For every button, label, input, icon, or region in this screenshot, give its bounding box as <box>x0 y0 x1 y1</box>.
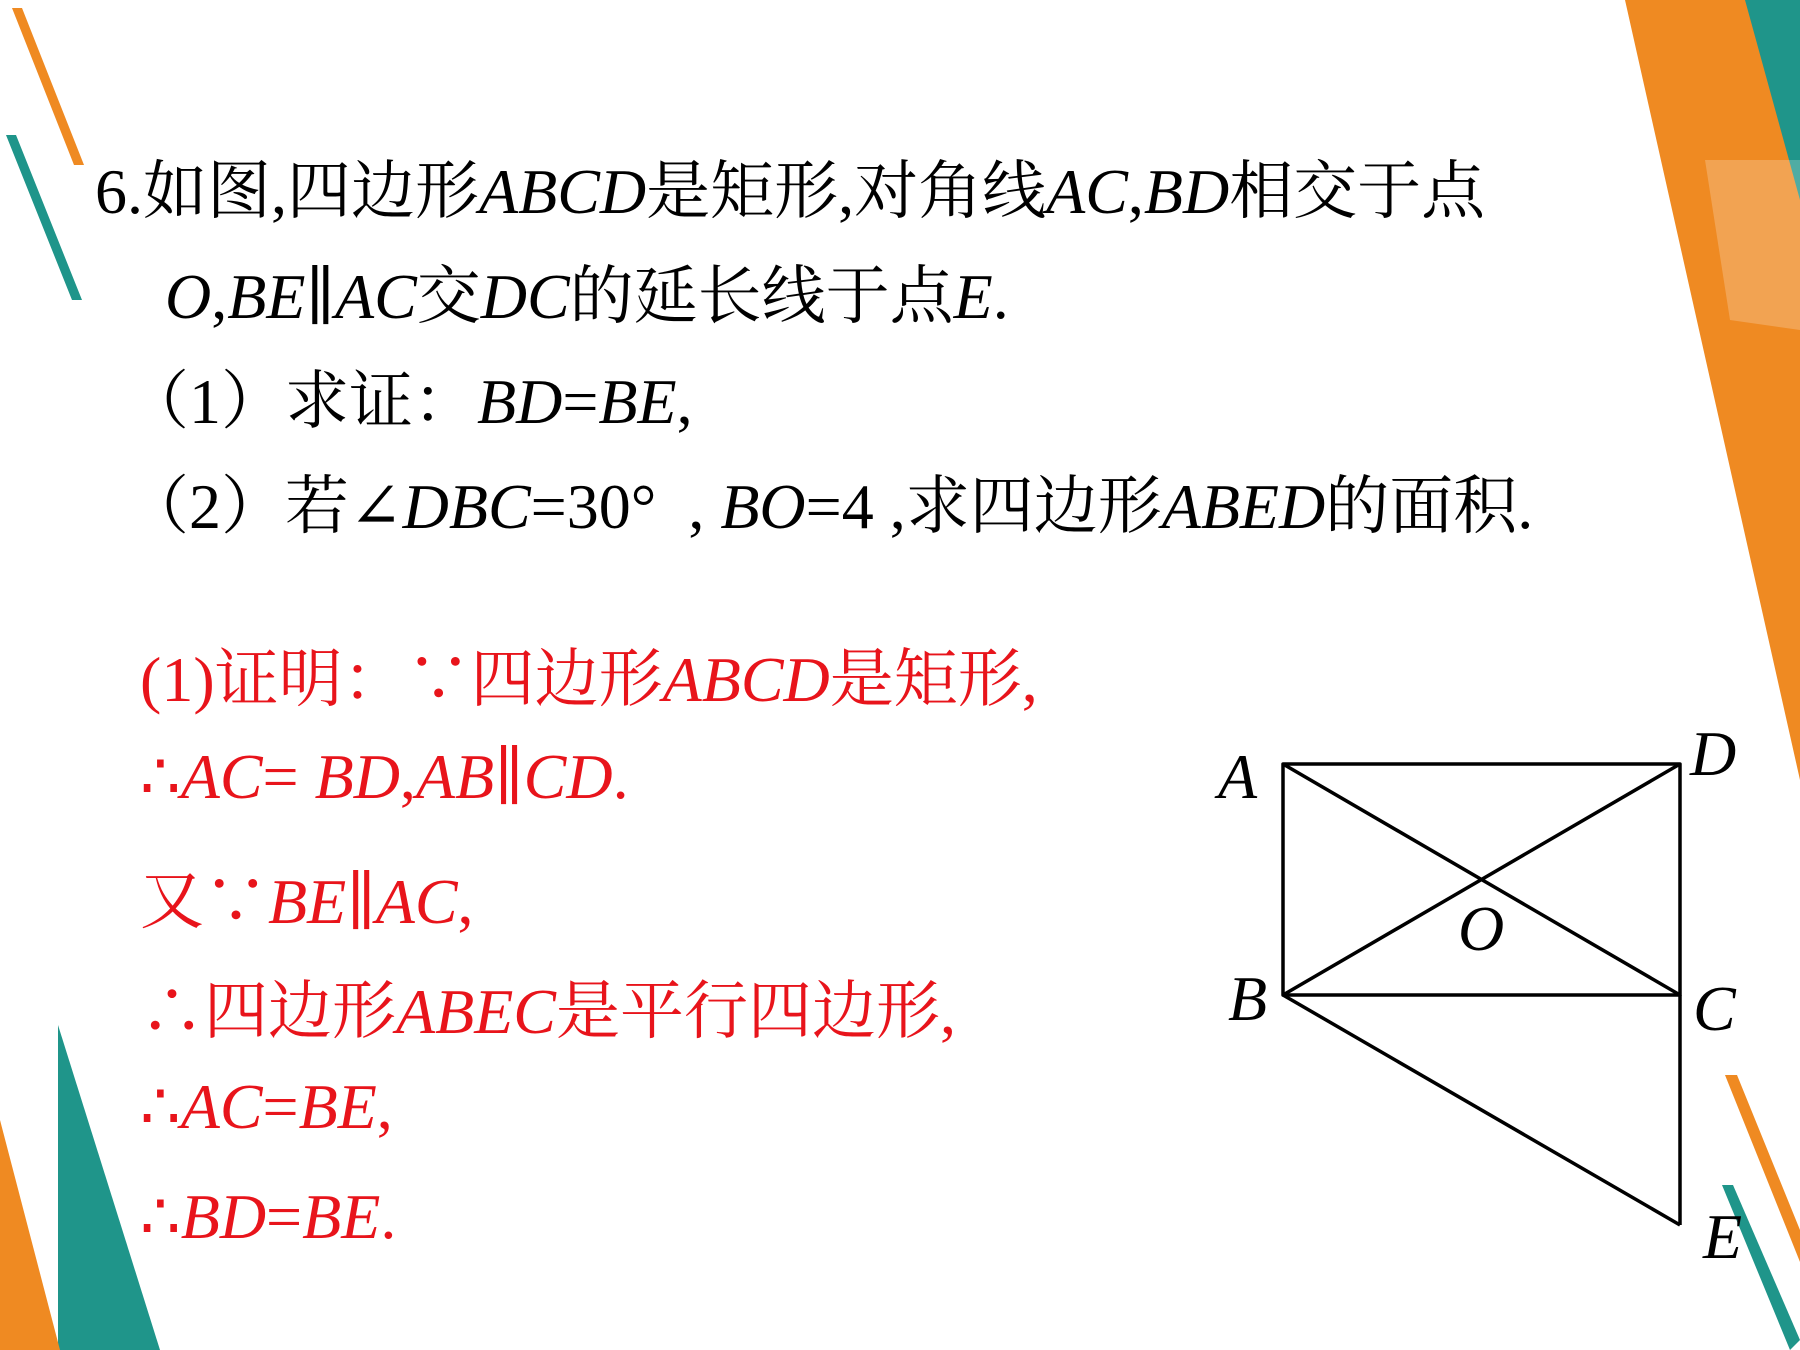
text-run: （1）求证： <box>125 366 477 437</box>
math-symbol: BE <box>227 261 306 332</box>
text-run: ∥ <box>346 866 376 937</box>
text-run: 相交于点 <box>1229 156 1486 227</box>
math-symbol: ABEC <box>396 976 556 1047</box>
math-symbol: BD <box>180 1181 267 1252</box>
text-run: , <box>399 741 416 812</box>
math-symbol: BE <box>268 866 347 937</box>
text-run: ∴四边形 <box>140 976 396 1047</box>
text-run: 是矩形,对角线 <box>646 156 1047 227</box>
math-symbol: AC <box>1046 156 1128 227</box>
text-run: 又∵ <box>140 866 268 937</box>
text-run: . <box>612 741 629 812</box>
text-run: , <box>457 866 474 937</box>
math-symbol: CD <box>523 741 613 812</box>
text-run: ∥ <box>494 741 524 812</box>
text-run: = <box>262 741 315 812</box>
text-run: (1)证明：∵四边形 <box>140 644 663 715</box>
text-run: 是矩形, <box>829 644 1038 715</box>
label-a: A <box>1218 741 1258 812</box>
label-c: C <box>1693 973 1736 1044</box>
text-run: ∴ <box>140 1071 181 1142</box>
text-run: , <box>376 1071 393 1142</box>
text-run: 的延长线于点 <box>569 261 954 332</box>
math-symbol: ABED <box>1161 471 1326 542</box>
text-run: ∥ <box>305 261 335 332</box>
math-symbol: BE <box>298 1071 377 1142</box>
text-run: 是平行四边形, <box>555 976 956 1047</box>
text-run: 6.如图,四边形 <box>95 156 479 227</box>
text-run: （2）若∠ <box>125 471 403 542</box>
label-b: B <box>1228 963 1268 1034</box>
text-run: = <box>262 1071 299 1142</box>
math-symbol: AC <box>180 741 263 812</box>
text-run: 交 <box>416 261 481 332</box>
math-symbol: BD <box>477 366 563 437</box>
text-run: ∴ <box>140 741 181 812</box>
math-symbol: BD <box>314 741 400 812</box>
math-symbol: O <box>165 261 212 332</box>
math-symbol: AC <box>375 866 458 937</box>
text-run: , <box>1127 156 1144 227</box>
math-symbol: BE <box>598 366 677 437</box>
math-symbol: AC <box>334 261 417 332</box>
text-run: =30° , <box>530 471 721 542</box>
text-run: 的面积. <box>1325 471 1534 542</box>
math-symbol: AC <box>180 1071 263 1142</box>
text-run: =4 ,求四边形 <box>805 471 1162 542</box>
math-symbol: AB <box>415 741 495 812</box>
label-e: E <box>1703 1201 1743 1272</box>
math-symbol: BO <box>720 471 806 542</box>
segment-be <box>1283 995 1680 1225</box>
math-symbol: E <box>953 261 993 332</box>
text-run: . <box>380 1181 397 1252</box>
math-symbol: ABCD <box>662 644 830 715</box>
math-symbol: DC <box>480 261 570 332</box>
text-run: . <box>992 261 1009 332</box>
label-o: O <box>1458 893 1505 964</box>
math-symbol: ABCD <box>479 156 647 227</box>
label-d: D <box>1690 718 1737 789</box>
text-run: = <box>266 1181 303 1252</box>
math-symbol: BE <box>302 1181 381 1252</box>
math-symbol: DBC <box>402 471 531 542</box>
text-run: = <box>562 366 599 437</box>
math-symbol: BD <box>1143 156 1230 227</box>
text-run: ∴ <box>140 1181 181 1252</box>
text-run: , <box>211 261 228 332</box>
text-run: , <box>676 366 693 437</box>
